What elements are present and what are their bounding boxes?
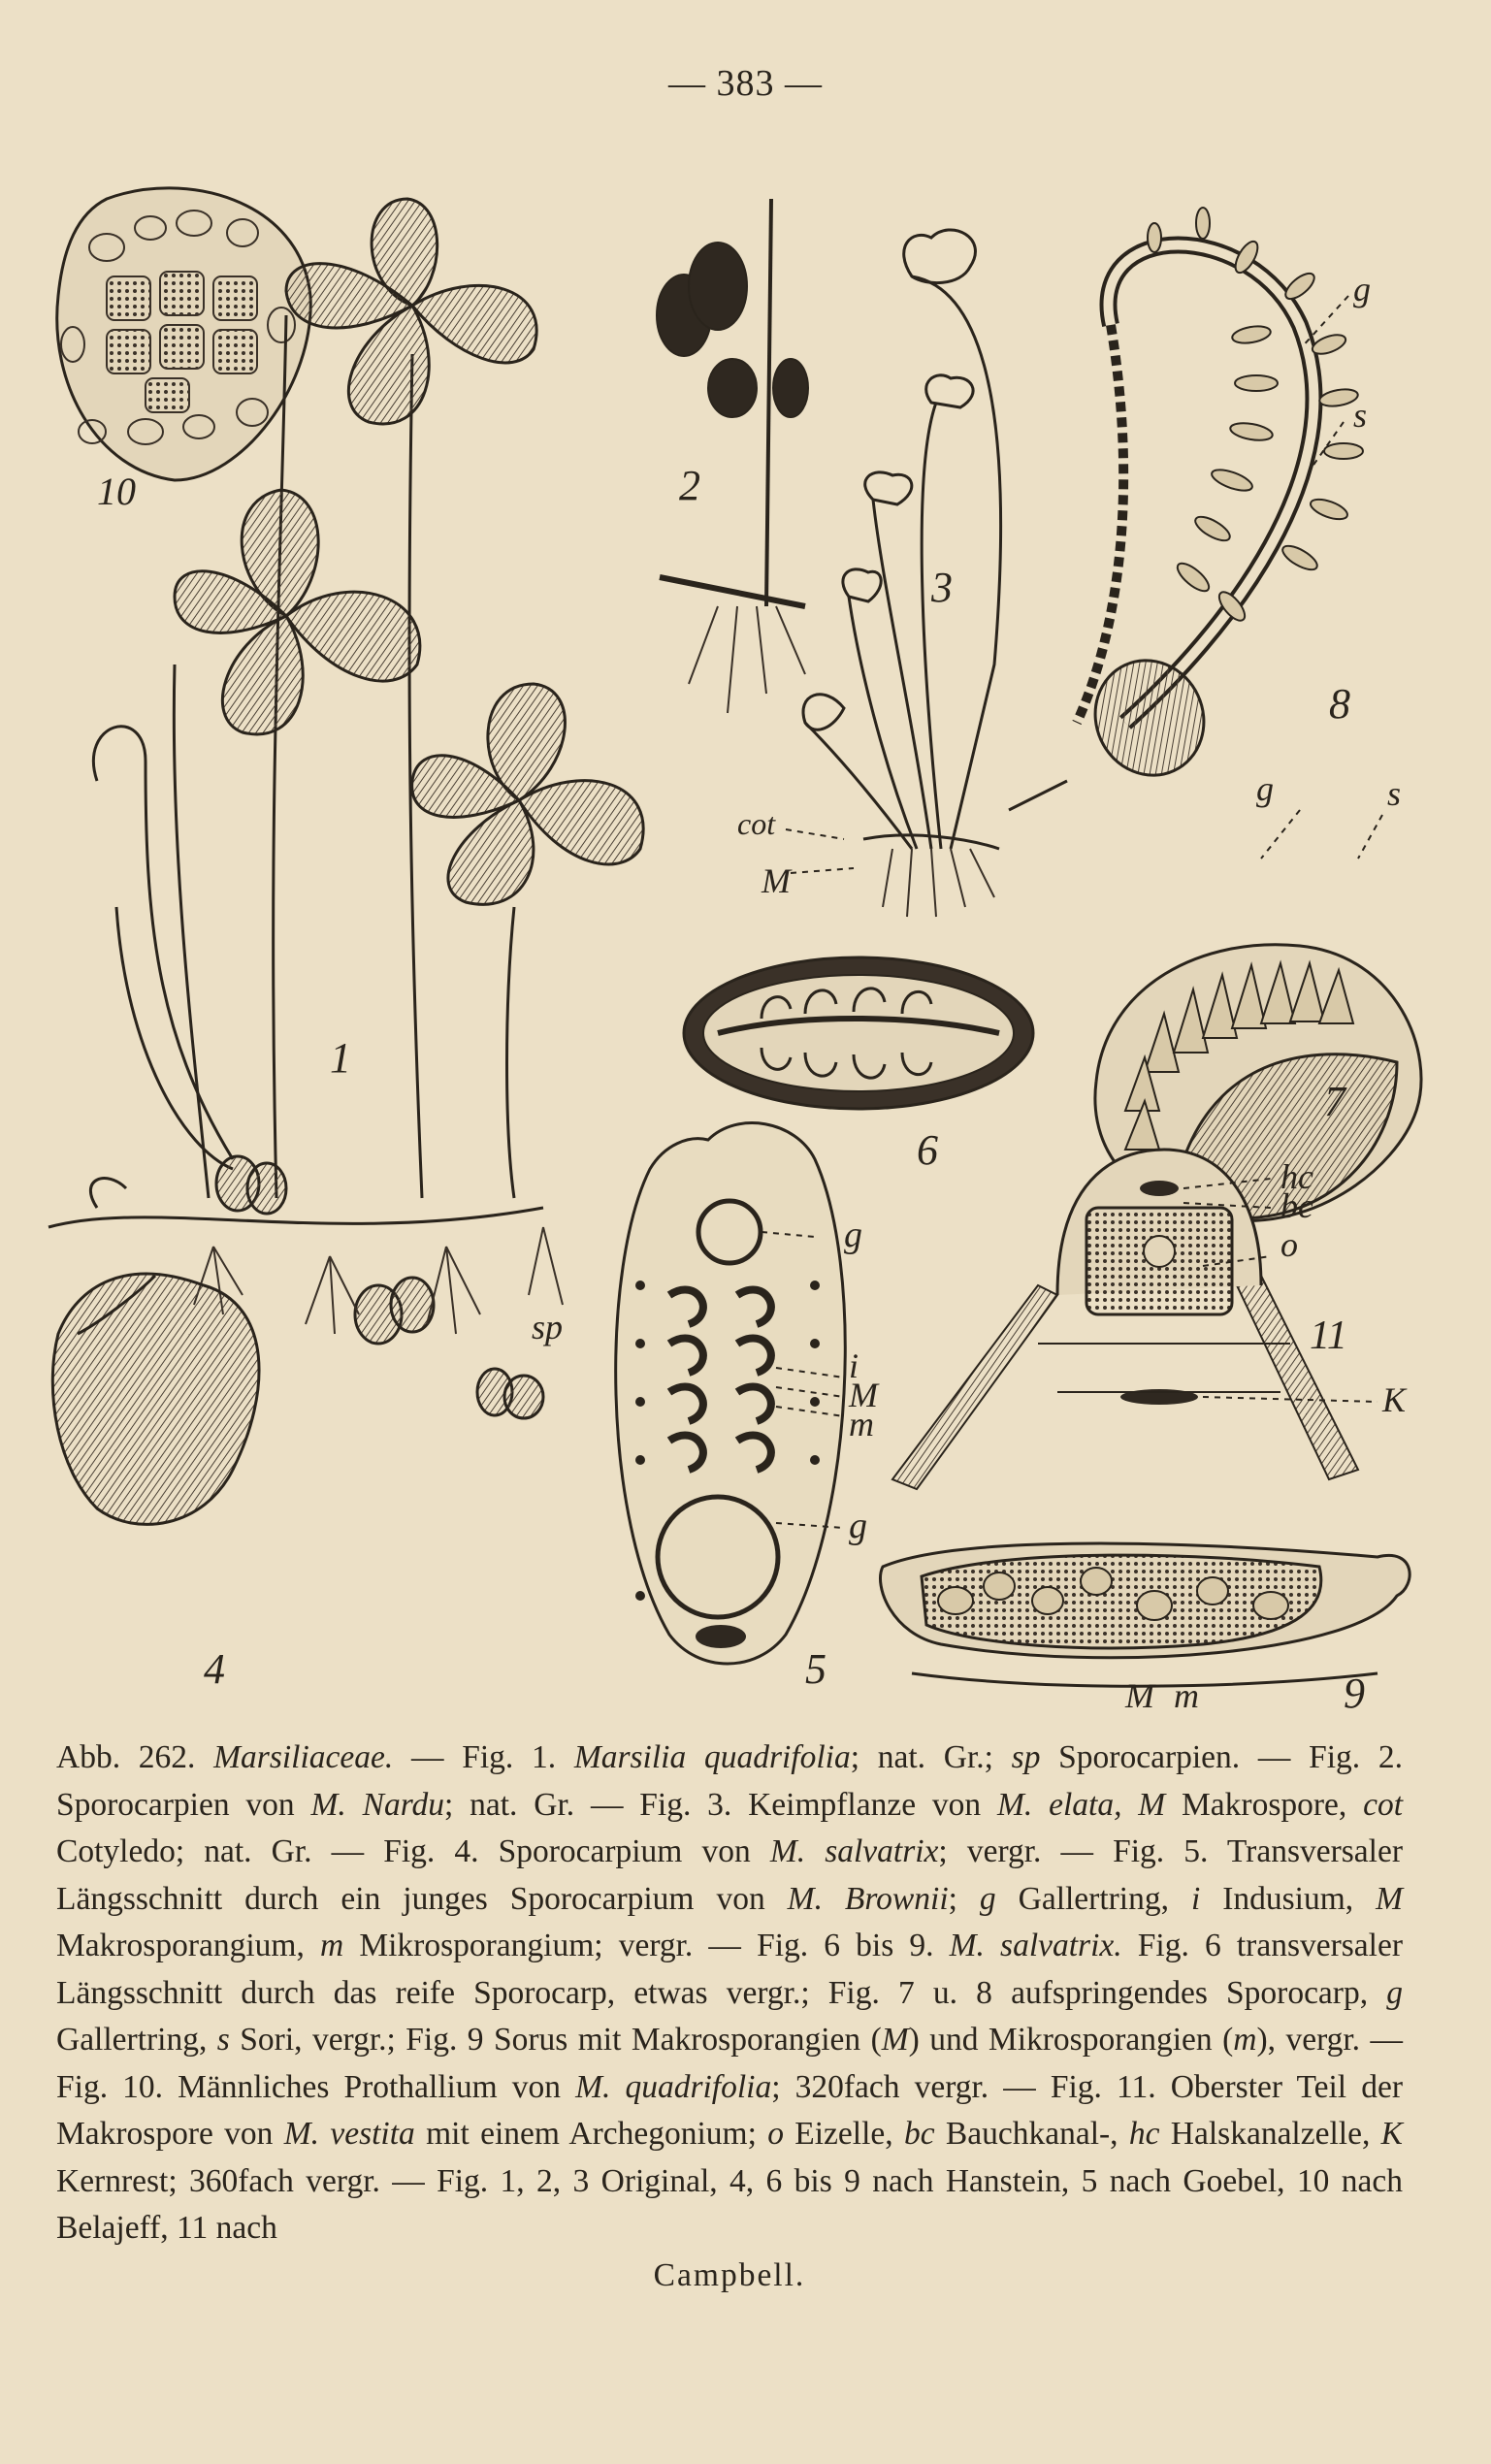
label-fig2: 2 xyxy=(679,462,700,509)
caption-italic: M. vestita xyxy=(283,2116,415,2152)
label-M-fig9: M xyxy=(1125,1676,1154,1715)
caption-text: ; nat. Gr. — Fig. 3. Keimpflanze von xyxy=(444,1786,997,1823)
caption-italic: M. salvatrix. xyxy=(949,1928,1122,1963)
caption-italic: M. Brownii xyxy=(787,1880,949,1917)
caption-text: Gallertring, xyxy=(56,2022,217,2058)
caption-italic: o xyxy=(767,2116,784,2152)
label-M-fig3: M xyxy=(762,861,791,900)
label-fig9: 9 xyxy=(1344,1670,1365,1717)
caption-text: mit einem Archegonium; xyxy=(414,2116,768,2152)
caption-italic: s xyxy=(216,2022,230,2058)
caption-text: ) und Mikrosporangien ( xyxy=(908,2022,1234,2058)
caption-text: Makrospore, xyxy=(1165,1786,1364,1823)
label-sp: sp xyxy=(532,1308,564,1346)
caption-text: Eizelle, xyxy=(783,2116,904,2152)
label-s-fig7: s xyxy=(1387,774,1402,813)
fig8-sporocarp-opening xyxy=(1009,208,1363,810)
caption-text: Abb. 262. xyxy=(56,1739,214,1775)
caption-text: ; xyxy=(948,1880,980,1917)
fig2-sporocarps xyxy=(657,199,808,713)
caption-text: Sporocarpien. — Fig. 2. Sporocarpien von xyxy=(56,1739,1403,1823)
caption-last-line: Campbell. xyxy=(653,2256,806,2293)
caption-italic: hc xyxy=(1128,2116,1160,2152)
label-fig3: 3 xyxy=(931,564,953,611)
page-number: — 383 — xyxy=(668,63,823,104)
label-fig11: 11 xyxy=(1310,1313,1347,1358)
caption-italic: M. quadrifolia xyxy=(575,2068,772,2105)
caption-text: ; nat. Gr.; xyxy=(850,1739,1012,1775)
caption-text: ; 320fach vergr. — Fig. 11. Oberster Teil der Makrospore von xyxy=(56,2068,1403,2152)
label-m-fig5: m xyxy=(849,1405,874,1443)
botanical-plate xyxy=(39,179,1455,1722)
label-fig7: 7 xyxy=(1324,1078,1345,1125)
plate-illustration xyxy=(39,179,1455,1722)
caption-italic: bc xyxy=(903,2116,935,2152)
caption-text: Sori, vergr.; Fig. 9 Sorus mit Makrosporangien ( xyxy=(229,2022,882,2058)
caption-text: Indusium, xyxy=(1200,1880,1377,1917)
caption-italic: M. Nardu xyxy=(310,1786,444,1823)
label-fig5: 5 xyxy=(805,1645,827,1693)
label-fig6: 6 xyxy=(917,1126,938,1174)
caption-text: Mikrosporangium; vergr. — Fig. 6 bis 9. xyxy=(343,1928,950,1963)
label-fig1: 1 xyxy=(330,1034,351,1082)
caption-italic: cot xyxy=(1363,1786,1404,1823)
caption-italic: M. elata, M xyxy=(997,1786,1166,1823)
caption-text: Makrosporangium, xyxy=(56,1928,320,1963)
fig6-sporocarp-section xyxy=(684,957,1033,1109)
caption-italic: m xyxy=(1233,2022,1257,2058)
label-s-fig8: s xyxy=(1353,396,1368,435)
caption-italic: i xyxy=(1190,1880,1201,1917)
fig9-sorus xyxy=(881,1543,1410,1686)
caption-text: Gallertring, xyxy=(995,1880,1191,1917)
caption-text: — Fig. 1. xyxy=(393,1739,574,1775)
caption-italic: sp xyxy=(1011,1739,1041,1775)
label-fig8: 8 xyxy=(1329,680,1350,728)
caption-italic: Marsiliaceae. xyxy=(213,1739,394,1775)
caption-italic: K xyxy=(1380,2116,1404,2152)
caption-text: ; vergr. — Fig. 5. Transversaler Längsschnitt durch ein junges Sporocarpium von xyxy=(56,1833,1403,1917)
caption-text: ), vergr. — Fig. 10. Männliches Prothallium von xyxy=(56,2022,1403,2105)
fig4-sporocarp xyxy=(52,1274,259,1524)
caption-text: Fig. 6 transversaler Längsschnitt durch das reife Sporocarp, etwas vergr.; Fig. 7 u. 8 aufspringendes Sporocarp, xyxy=(56,1928,1403,2011)
label-M-fig5: M xyxy=(849,1376,878,1414)
label-i-fig5: i xyxy=(849,1346,859,1385)
label-hc: hc xyxy=(1280,1157,1313,1196)
caption-italic: M xyxy=(881,2022,909,2058)
label-fig10: 10 xyxy=(97,470,136,513)
label-g-fig5-bottom: g xyxy=(849,1506,867,1546)
caption-text: Halskanalzelle, xyxy=(1159,2116,1381,2152)
caption-text: Bauchkanal-, xyxy=(934,2116,1129,2152)
caption-italic: m xyxy=(320,1928,344,1963)
label-g-fig5-top: g xyxy=(844,1215,862,1255)
label-g-fig8: g xyxy=(1353,270,1371,308)
caption-italic: M xyxy=(1376,1880,1404,1917)
fig3-seedling xyxy=(803,230,1001,917)
label-m-fig9: m xyxy=(1174,1676,1199,1715)
figure-caption xyxy=(56,1735,1403,2299)
fig10-prothallium xyxy=(57,188,311,480)
label-K: K xyxy=(1382,1380,1407,1419)
label-fig4: 4 xyxy=(204,1645,225,1693)
label-bc: bc xyxy=(1280,1186,1313,1225)
caption-text: Kernrest; 360fach vergr. — Fig. 1, 2, 3 Original, 4, 6 bis 9 nach Hanstein, 5 nach Goebel, 10 nach Belajeff, 11 nach xyxy=(56,2162,1403,2246)
caption-italic: g xyxy=(1386,1974,1403,2011)
label-o: o xyxy=(1280,1225,1298,1264)
caption-italic: Marsilia quadrifolia xyxy=(573,1739,851,1775)
caption-italic: M. salvatrix xyxy=(769,1833,939,1869)
label-cot: cot xyxy=(737,806,776,841)
fig5-young-sporocarp-section xyxy=(616,1123,846,1664)
label-g-fig7: g xyxy=(1256,769,1274,808)
caption-italic: g xyxy=(979,1880,996,1917)
caption-text: Cotyledo; nat. Gr. — Fig. 4. Sporocarpium von xyxy=(56,1833,770,1869)
